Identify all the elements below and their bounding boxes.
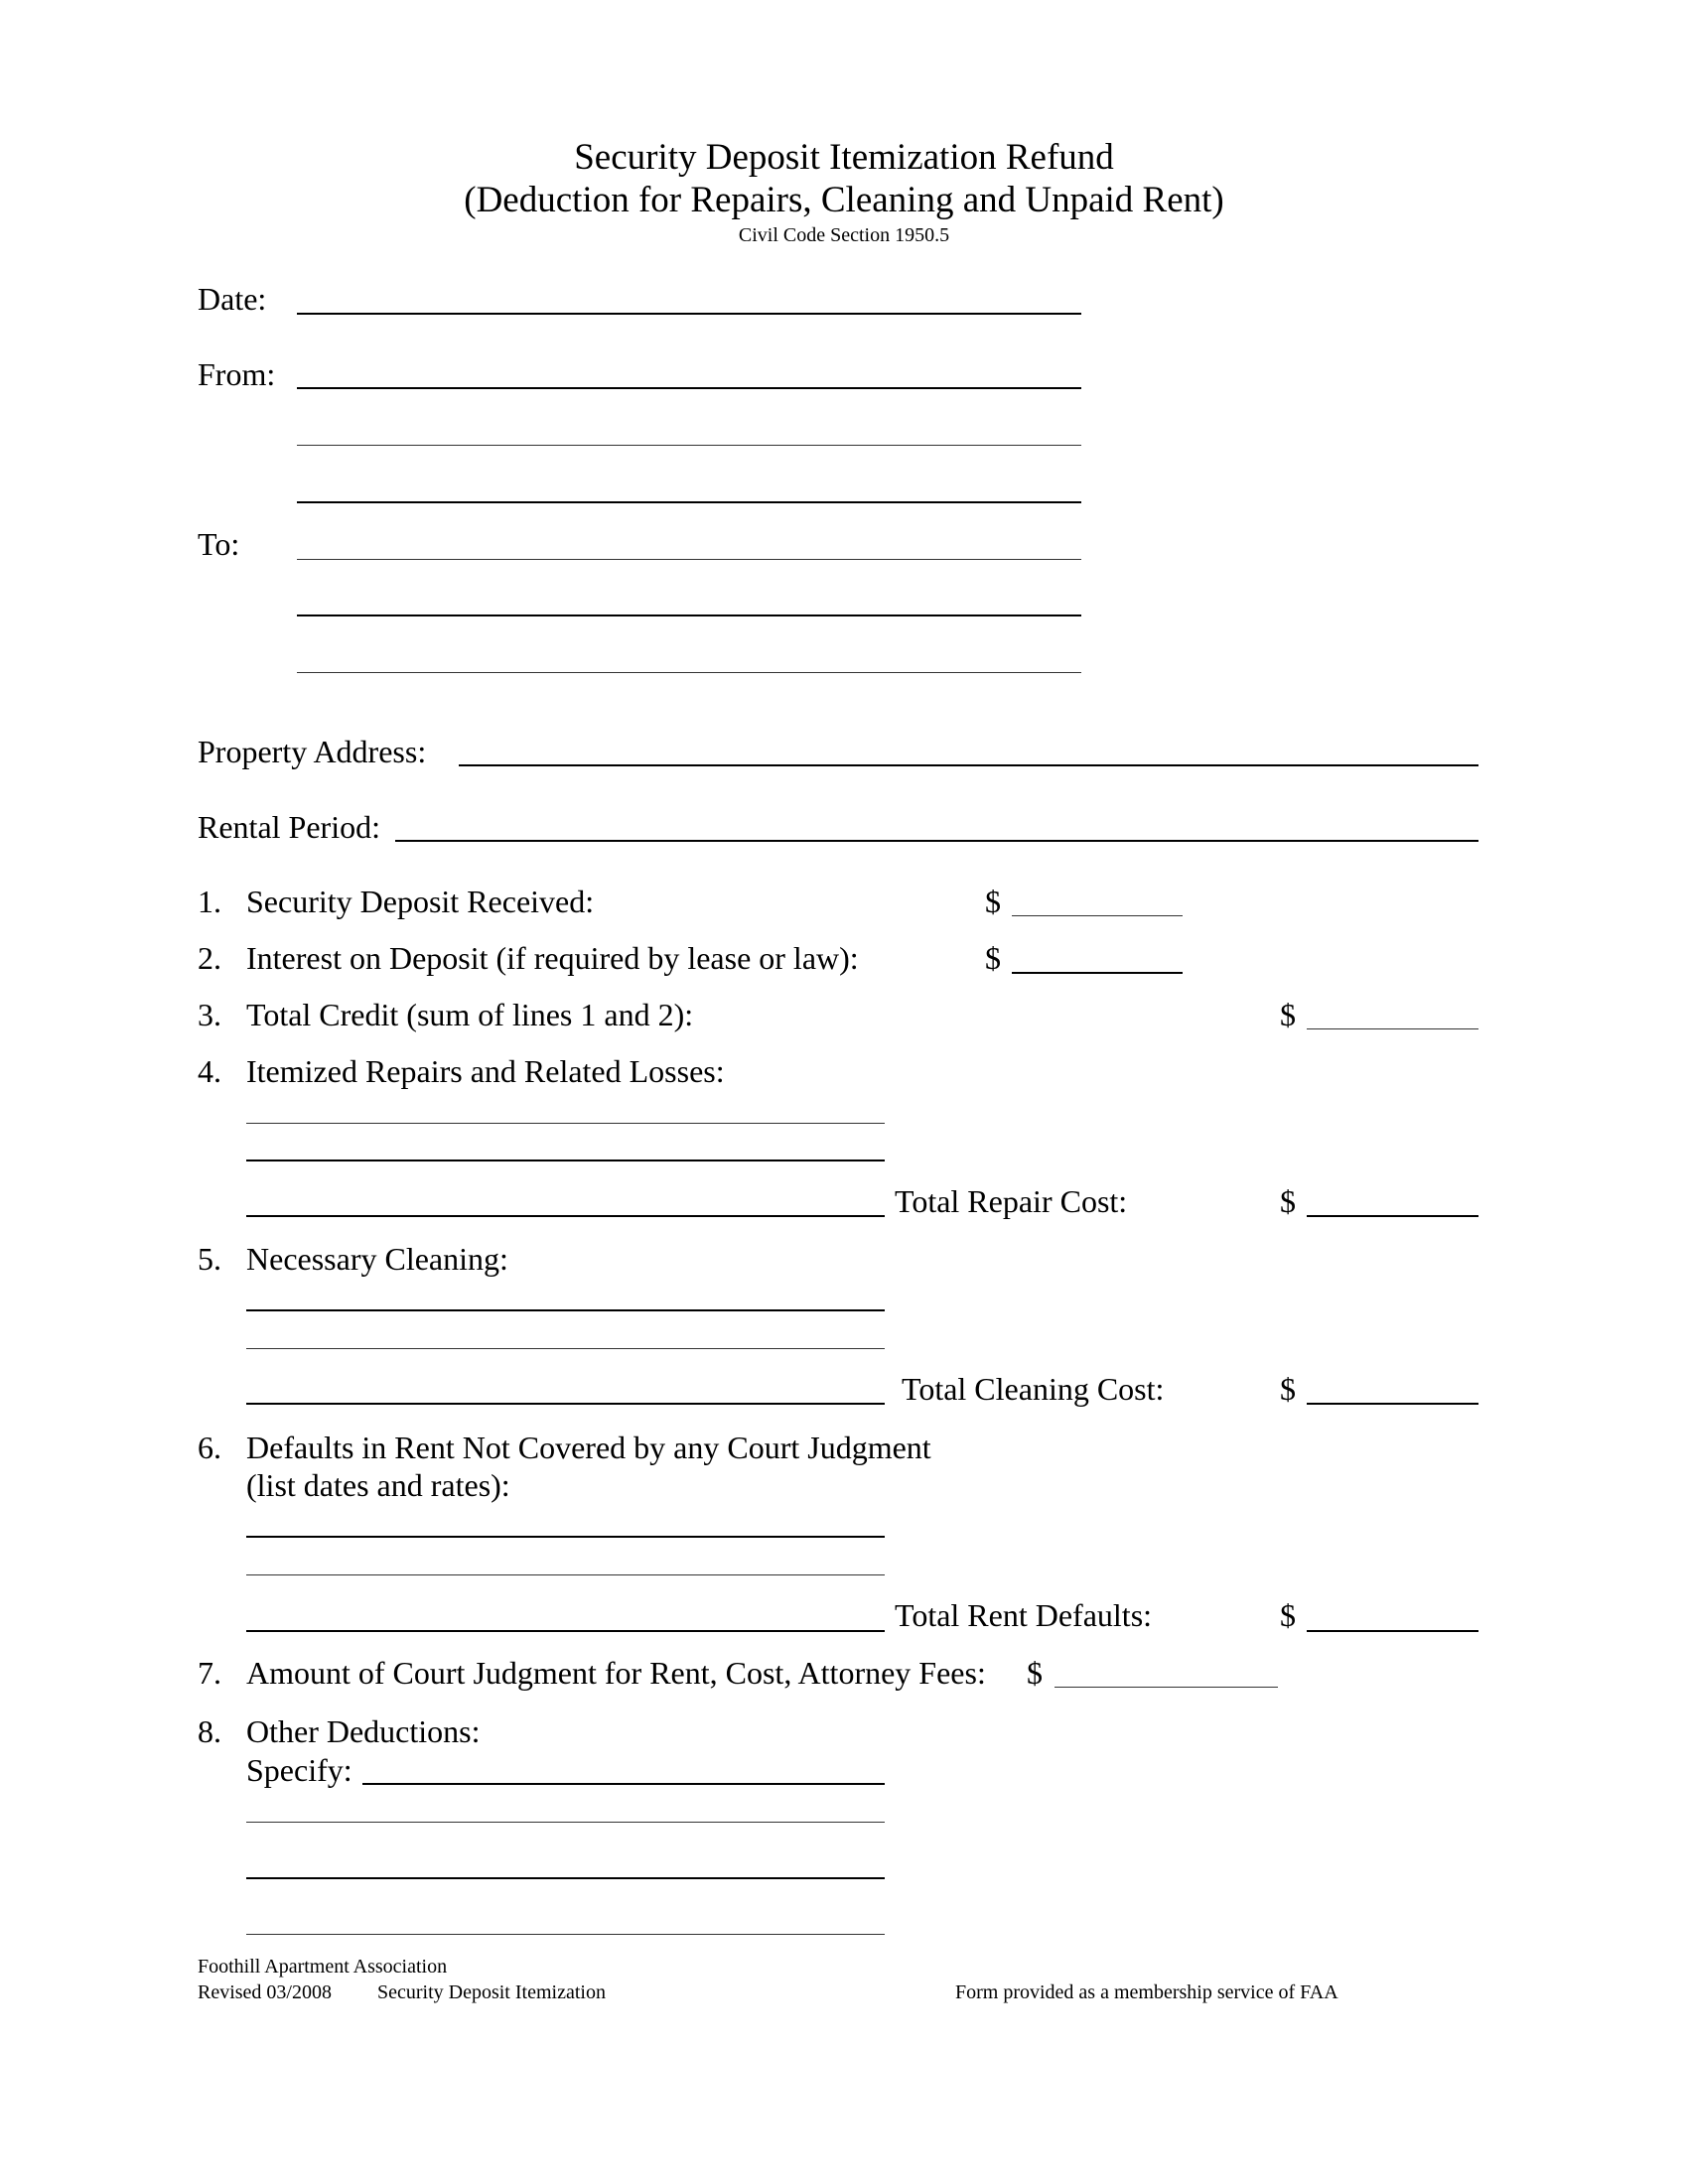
repair-item-line-3[interactable] (246, 1215, 885, 1217)
dollar-sign: $ (985, 940, 1001, 976)
rent-default-line-1[interactable] (246, 1536, 885, 1538)
rental-period-field[interactable] (395, 840, 1478, 842)
item-4-number: 4. (198, 1053, 221, 1089)
property-address-label: Property Address: (198, 734, 427, 769)
other-deduction-line-2[interactable] (246, 1877, 885, 1879)
total-repair-cost-field[interactable] (1307, 1215, 1478, 1217)
item-2-label: Interest on Deposit (if required by lease or law): (246, 940, 859, 976)
dollar-sign: $ (1280, 997, 1296, 1032)
total-cleaning-cost-label: Total Cleaning Cost: (902, 1371, 1165, 1407)
item-5-label: Necessary Cleaning: (246, 1241, 508, 1277)
total-credit-amount-field[interactable] (1307, 1028, 1478, 1029)
from-field-line-1[interactable] (297, 387, 1081, 389)
dollar-sign: $ (1280, 1371, 1296, 1407)
total-rent-defaults-label: Total Rent Defaults: (895, 1597, 1153, 1633)
item-3-label: Total Credit (sum of lines 1 and 2): (246, 997, 694, 1032)
rent-default-line-2[interactable] (246, 1574, 885, 1575)
from-field-line-2[interactable] (297, 445, 1081, 446)
dollar-sign: $ (1027, 1655, 1043, 1691)
court-judgment-amount-field[interactable] (1055, 1687, 1278, 1688)
total-cleaning-cost-field[interactable] (1307, 1403, 1478, 1405)
cleaning-item-line-1[interactable] (246, 1309, 885, 1311)
to-field-line-3[interactable] (297, 672, 1081, 673)
form-title: Security Deposit Itemization Refund (574, 137, 1114, 178)
from-field-line-3[interactable] (297, 501, 1081, 503)
date-field[interactable] (297, 313, 1081, 315)
item-8-number: 8. (198, 1713, 221, 1749)
item-7-number: 7. (198, 1655, 221, 1691)
to-field-line-1[interactable] (297, 559, 1081, 560)
dollar-sign: $ (1280, 1597, 1296, 1633)
civil-code-reference: Civil Code Section 1950.5 (738, 224, 950, 246)
dollar-sign: $ (1280, 1183, 1296, 1219)
footer-form-name: Security Deposit Itemization (377, 1981, 606, 2003)
item-1-label: Security Deposit Received: (246, 884, 595, 919)
item-8-label: Other Deductions: (246, 1713, 481, 1749)
item-6-label-note: (list dates and rates): (246, 1467, 510, 1503)
footer-provided-note: Form provided as a membership service of FAA (955, 1981, 1338, 2003)
item-2-number: 2. (198, 940, 221, 976)
item-1-number: 1. (198, 884, 221, 919)
item-4-label: Itemized Repairs and Related Losses: (246, 1053, 725, 1089)
total-repair-cost-label: Total Repair Cost: (895, 1183, 1128, 1219)
rental-period-label: Rental Period: (198, 809, 380, 845)
to-label: To: (198, 526, 240, 562)
specify-label: Specify: (246, 1752, 352, 1788)
specify-field[interactable] (362, 1783, 885, 1785)
interest-amount-field[interactable] (1012, 972, 1183, 974)
item-7-label: Amount of Court Judgment for Rent, Cost, Attorney Fees: (246, 1655, 986, 1691)
other-deduction-line-3[interactable] (246, 1934, 885, 1935)
item-6-label: Defaults in Rent Not Covered by any Court Judgment (246, 1430, 931, 1465)
item-5-number: 5. (198, 1241, 221, 1277)
item-6-number: 6. (198, 1430, 221, 1465)
cleaning-item-line-2[interactable] (246, 1348, 885, 1349)
item-3-number: 3. (198, 997, 221, 1032)
security-deposit-amount-field[interactable] (1012, 915, 1183, 916)
other-deduction-line-1[interactable] (246, 1822, 885, 1823)
from-label: From: (198, 356, 276, 392)
to-field-line-2[interactable] (297, 614, 1081, 616)
footer-revised: Revised 03/2008 (198, 1981, 332, 2003)
dollar-sign: $ (985, 884, 1001, 919)
total-rent-defaults-field[interactable] (1307, 1630, 1478, 1632)
repair-item-line-1[interactable] (246, 1123, 885, 1124)
cleaning-item-line-3[interactable] (246, 1403, 885, 1405)
footer-organization: Foothill Apartment Association (198, 1956, 448, 1978)
property-address-field[interactable] (459, 764, 1478, 766)
rent-default-line-3[interactable] (246, 1630, 885, 1632)
form-subtitle: (Deduction for Repairs, Cleaning and Unpaid Rent) (464, 180, 1224, 220)
date-label: Date: (198, 281, 267, 317)
repair-item-line-2[interactable] (246, 1160, 885, 1161)
